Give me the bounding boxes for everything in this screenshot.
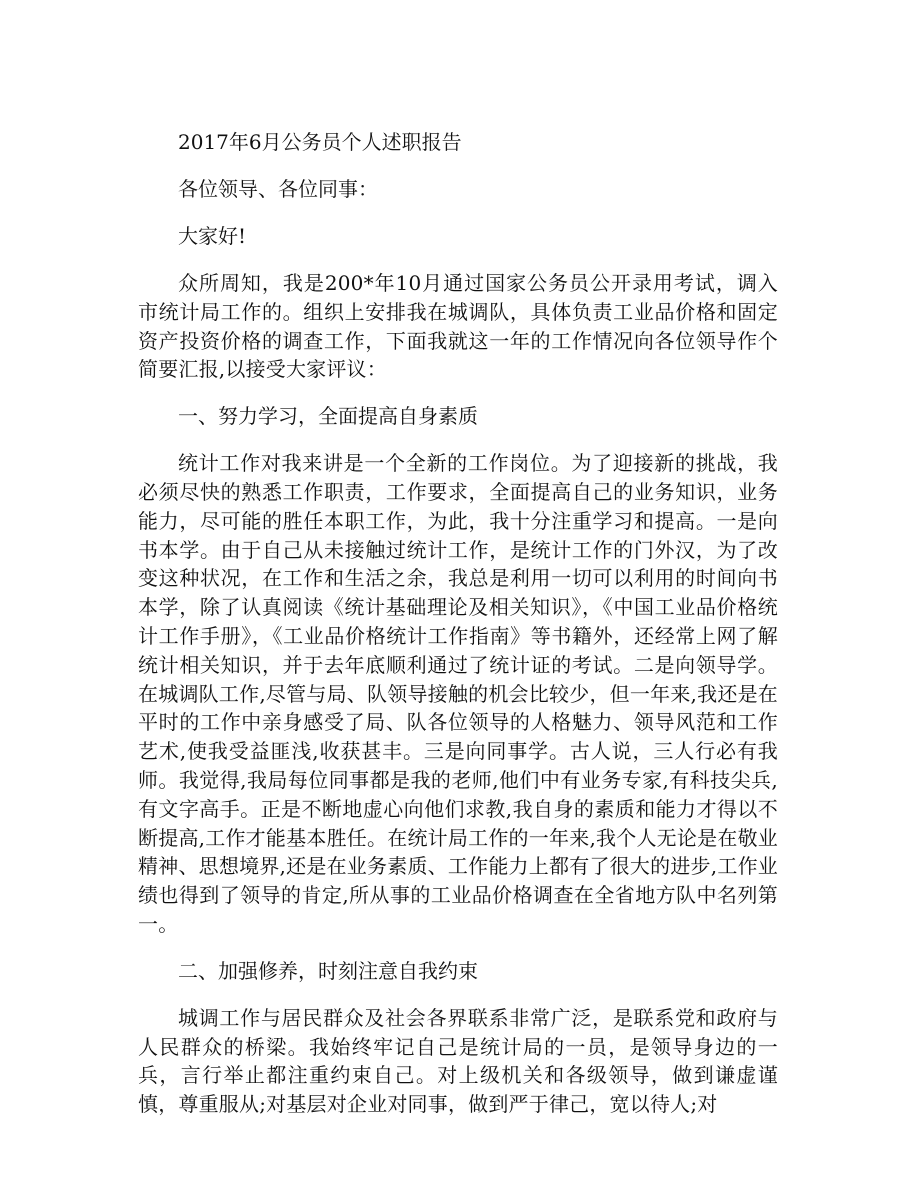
- document-body: [138, 128, 778, 1137]
- intro-paragraph: 众所周知，我是200*年10月通过国家公务员公开录用考试，调入市统计局工作的。组织上安排我在城调队，具体负责工业品价格和固定资产投资价格的调查工作，下面我就这一年的工作情况向各位领导作个简要汇报,以接受大家评议：: [138, 271, 778, 382]
- salutation: 各位领导、各位同事：: [178, 177, 378, 201]
- section-2-paragraph: 城调工作与居民群众及社会各界联系非常广泛，是联系党和政府与人民群众的桥梁。我始终牢记自己是统计局的一员，是领导身边的一兵，言行举止都注重约束自己。对上级机关和各级领导，做到谦虚谨慎，尊重服从;对基层对企业对同事，做到严于律己，宽以待人;对: [138, 1005, 778, 1117]
- document-title: 2017年6月公务员个人述职报告: [178, 130, 462, 154]
- section-heading-1: 一、努力学习，全面提高自身素质: [178, 404, 478, 429]
- greeting: 大家好!: [178, 224, 247, 248]
- section-1-paragraph: 统计工作对我来讲是一个全新的工作岗位。为了迎接新的挑战，我必须尽快的熟悉工作职责，工作要求，全面提高自己的业务知识，业务能力，尽可能的胜任本职工作，为此，我十分注重学习和提高。一是向书本学。由于自己从未接触过统计工作，是统计工作的门外汉，为了改变这种状况，在工作和生活之余，我总是利用一切可以利用的时间向书本学，除了认真阅读《统计基础理论及相关知识》，《中国工业品价格统计工作手册》，《工业品价格统计工作指南》等书籍外，还经常上网了解统计相关知识，并于去年底顺利通过了统计证的考试。二是向领导学。在城调队工作,尽管与局、队领导接触的机会比较少，但一年来,我还是在平时的工作中亲身感受了局、队各位领导的人格魅力、领导风范和工作艺术,使我受益匪浅,收获甚丰。三是向同事学。古人说，三人行必有我师。我觉得,我局每位同事都是我的老师,他们中有业务专家,有科技尖兵,有文字高手。正是不断地虚心向他们求教,我自身的素质和能力才得以不断提高,工作才能基本胜任。在统计局工作的一年来,我个人无论是在敬业精神、思想境界,还是在业务素质、工作能力上都有了很大的进步,工作业绩也得到了领导的肯定,所从事的工业品价格调查在全省地方队中名列第一。: [138, 451, 778, 936]
- section-heading-2: 二、加强修养，时刻注意自我约束: [178, 958, 478, 983]
